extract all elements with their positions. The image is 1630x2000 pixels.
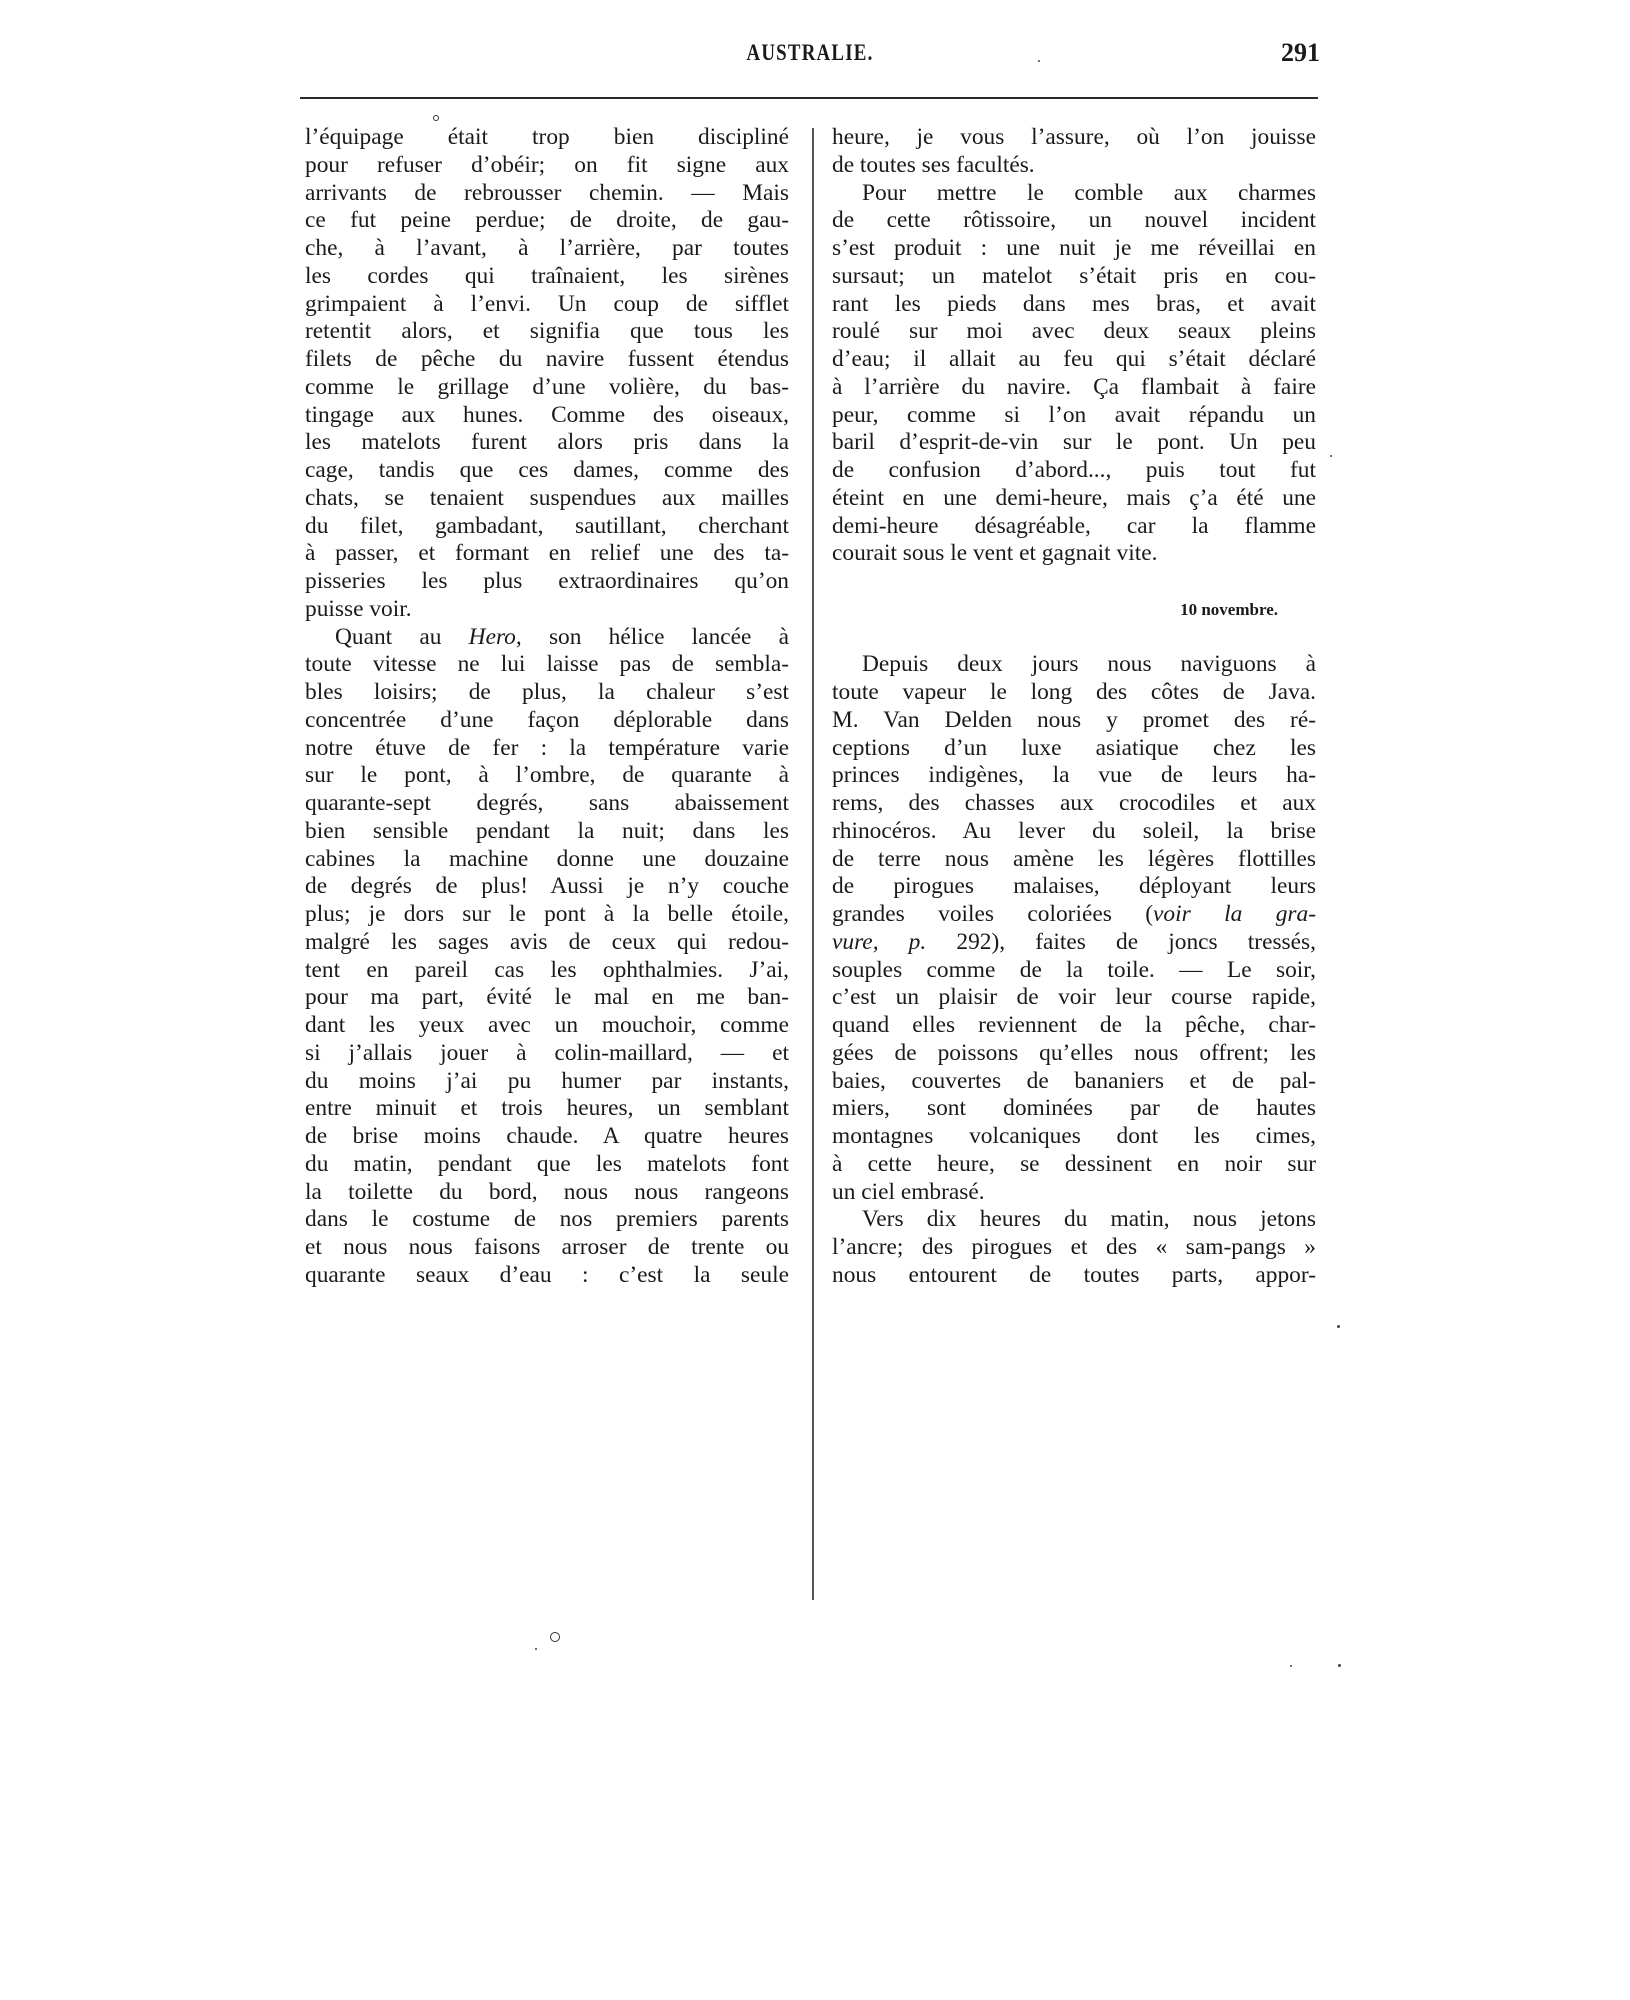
- text-line-with-reference: [832, 929, 1316, 957]
- text-line: à passer, et formant en relief une des ta-: [305, 540, 789, 567]
- text-line: du matin, pendant que les matelots font: [305, 1150, 789, 1177]
- text-line: si j’allais jouer à colin-maillard, — et: [305, 1039, 789, 1066]
- scan-ring-mark: [433, 115, 439, 121]
- paragraph-start-line: Pour mettre le comble aux charmes: [862, 179, 1316, 206]
- engraving-reference-italic: voir la gra-: [1153, 901, 1317, 927]
- text-line: arrivants de rebrousser chemin. — Mais: [305, 179, 789, 206]
- text-line: bien sensible pendant la nuit; dans les: [305, 817, 789, 844]
- right-column: [832, 124, 1316, 1290]
- text-line: pisseries les plus extraordinaires qu’on: [305, 568, 789, 594]
- text-line: quand elles reviennent de la pêche, char-: [832, 1012, 1316, 1038]
- left-column: [305, 124, 789, 1290]
- text-line: pour refuser d’obéir; on fit signe aux: [305, 151, 789, 178]
- text-line: de terre nous amène les légères flottilles: [832, 845, 1316, 872]
- text-line: gées de poissons qu’elles nous offrent; les: [832, 1039, 1316, 1066]
- text-line: de brise moins chaude. A quatre heures: [305, 1123, 789, 1149]
- text-line: à cette heure, se dessinent en noir sur: [832, 1150, 1316, 1177]
- scan-speck: [535, 1648, 537, 1650]
- paragraph-start-line: [305, 624, 789, 652]
- text-line: sur le pont, à l’ombre, de quarante à: [305, 762, 789, 789]
- text-line: puisse voir.: [305, 595, 412, 622]
- text-line: heure, je vous l’assure, où l’on jouisse: [832, 124, 1316, 150]
- text-line: retentit alors, et signifia que tous les: [305, 318, 789, 345]
- text-line: comme le grillage d’une volière, du bas-: [305, 373, 789, 400]
- text-line: rems, des chasses aux crocodiles et aux: [832, 790, 1316, 816]
- text-line: un ciel embrasé.: [832, 1178, 985, 1205]
- text-line: grimpaient à l’envi. Un coup de sifflet: [305, 290, 789, 317]
- scan-speck: [1038, 60, 1040, 62]
- text-line: sursaut; un matelot s’était pris en cou-: [832, 262, 1316, 289]
- scan-speck: [1338, 1664, 1341, 1667]
- text-line: d’eau; il allait au feu qui s’était déclaré: [832, 346, 1316, 372]
- text-line: che, à l’avant, à l’arrière, par toutes: [305, 235, 789, 261]
- text-line: dant les yeux avec un mouchoir, comme: [305, 1012, 789, 1038]
- column-separator: [812, 128, 814, 1600]
- text-line: malgré les sages avis de ceux qui redou-: [305, 928, 789, 955]
- page-number: 291: [1281, 38, 1320, 67]
- text-line: quarante-sept degrés, sans abaissement: [305, 790, 789, 816]
- text-line: demi-heure désagréable, car la flamme: [832, 512, 1316, 539]
- text-line: tingage aux hunes. Comme des oiseaux,: [305, 401, 789, 428]
- text-line: cabines la machine donne une douzaine: [305, 845, 789, 872]
- text-line: concentrée d’une façon déplorable dans: [305, 706, 789, 733]
- running-title: AUSTRALIE.: [746, 40, 874, 65]
- paragraph-start-line: Depuis deux jours nous naviguons à: [862, 651, 1316, 678]
- text-line: notre étuve de fer : la température varie: [305, 734, 789, 761]
- text-line: bles loisirs; de plus, la chaleur s’est: [305, 679, 789, 705]
- text-fragment: , son hélice lancée à: [515, 623, 789, 650]
- scan-speck: [1330, 455, 1332, 457]
- text-line: de cette rôtissoire, un nouvel incident: [832, 207, 1316, 234]
- text-line: les matelots furent alors pris dans la: [305, 429, 789, 456]
- text-line: quarante seaux d’eau : c’est la seule: [305, 1261, 789, 1288]
- text-line: nous entourent de toutes parts, appor-: [832, 1261, 1316, 1288]
- text-line: de degrés de plus! Aussi je n’y couche: [305, 873, 789, 900]
- ship-name-italic: Hero: [468, 623, 516, 650]
- text-line: la toilette du bord, nous nous rangeons: [305, 1178, 789, 1205]
- text-line: princes indigènes, la vue de leurs ha-: [832, 762, 1316, 789]
- scan-ring-mark: [550, 1632, 560, 1642]
- blank-line: [832, 568, 1316, 596]
- running-head: [300, 38, 1320, 74]
- text-line: miers, sont dominées par de hautes: [832, 1095, 1316, 1122]
- text-line: roulé sur moi avec deux seaux pleins: [832, 318, 1316, 345]
- text-line: dans le costume de nos premiers parents: [305, 1206, 789, 1233]
- engraving-reference-italic: vure, p.: [832, 928, 927, 955]
- text-line: souples comme de la toile. — Le soir,: [832, 956, 1316, 983]
- text-line: ce fut peine perdue; de droite, de gau-: [305, 207, 789, 234]
- text-line: toute vapeur le long des côtes de Java.: [832, 679, 1316, 705]
- text-line: toute vitesse ne lui laisse pas de sembla-: [305, 651, 789, 678]
- text-line: tent en pareil cas les ophthalmies. J’ai,: [305, 956, 789, 983]
- text-line: chats, se tenaient suspendues aux mailles: [305, 484, 789, 511]
- text-line: l’équipage était trop bien discipliné: [305, 124, 789, 150]
- text-line: rhinocéros. Au lever du soleil, la brise: [832, 817, 1316, 844]
- header-rule: [300, 97, 1318, 99]
- text-line: montagnes volcaniques dont les cimes,: [832, 1123, 1316, 1149]
- blank-line: [832, 624, 1316, 652]
- text-line: de toutes ses facultés.: [832, 151, 1035, 178]
- text-line: de pirogues malaises, déployant leurs: [832, 873, 1316, 900]
- text-line: à l’arrière du navire. Ça flambait à faire: [832, 373, 1316, 400]
- text-line: c’est un plaisir de voir leur course rapide,: [832, 984, 1316, 1011]
- text-line: ceptions d’un luxe asiatique chez les: [832, 734, 1316, 761]
- text-line: du moins j’ai pu humer par instants,: [305, 1067, 789, 1094]
- text-line: cage, tandis que ces dames, comme des: [305, 457, 789, 483]
- dateline: 10 novembre.: [1180, 599, 1278, 619]
- text-line: les cordes qui traînaient, les sirènes: [305, 262, 789, 289]
- text-line: rant les pieds dans mes bras, et avait: [832, 290, 1316, 317]
- text-line: baril d’esprit-de-vin sur le pont. Un peu: [832, 429, 1316, 456]
- text-line-with-reference: [832, 901, 1316, 929]
- text-fragment: grandes voiles coloriées (: [832, 901, 1154, 927]
- text-line: courait sous le vent et gagnait vite.: [832, 540, 1158, 567]
- text-line: filets de pêche du navire fussent étendus: [305, 346, 789, 372]
- text-line: pour ma part, évité le mal en me ban-: [305, 984, 789, 1011]
- text-line: s’est produit : une nuit je me réveillai en: [832, 235, 1316, 261]
- text-line: entre minuit et trois heures, un semblant: [305, 1095, 789, 1122]
- paragraph-start-line: Vers dix heures du matin, nous jetons: [862, 1206, 1316, 1233]
- text-fragment: Quant au: [335, 623, 442, 650]
- text-line: de confusion d’abord..., puis tout fut: [832, 457, 1316, 483]
- text-line: éteint en une demi-heure, mais ç’a été une: [832, 484, 1316, 511]
- text-line: l’ancre; des pirogues et des « sam-pangs »: [832, 1234, 1316, 1260]
- page-reference: 292),: [926, 928, 1036, 955]
- text-line: M. Van Delden nous y promet des ré-: [832, 706, 1316, 733]
- scan-speck: [1337, 1325, 1340, 1328]
- scan-speck: [1290, 1665, 1292, 1667]
- text-line: plus; je dors sur le pont à la belle étoile,: [305, 901, 789, 927]
- text-line: du filet, gambadant, sautillant, cherchant: [305, 512, 789, 539]
- text-line: baies, couvertes de bananiers et de pal-: [832, 1067, 1316, 1094]
- text-fragment: faites de joncs tressés,: [1035, 928, 1316, 955]
- text-line: et nous nous faisons arroser de trente ou: [305, 1234, 789, 1260]
- text-line: peur, comme si l’on avait répandu un: [832, 401, 1316, 428]
